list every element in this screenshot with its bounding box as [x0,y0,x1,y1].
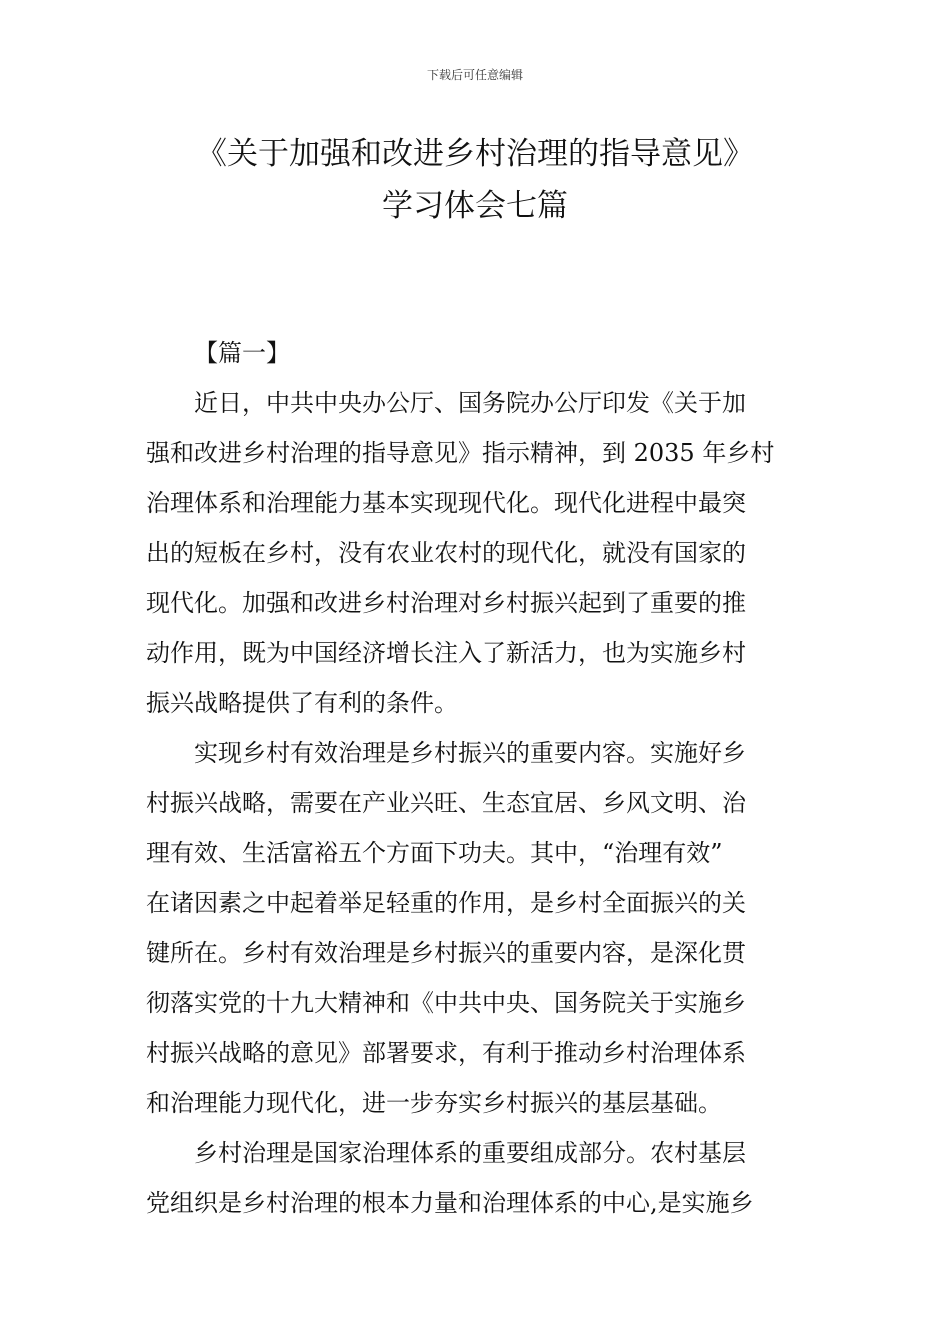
paragraph-line: 彻落实党的十九大精神和《中共中央、国务院关于实施乡 [146,989,746,1017]
paragraph-line: 动作用，既为中国经济增长注入了新活力，也为实施乡村 [146,639,746,667]
section-label: 【篇一】 [194,339,290,367]
paragraph-line: 强和改进乡村治理的指导意见》指示精神，到 2035 年乡村 [146,439,775,467]
paragraph-line: 在诸因素之中起着举足轻重的作用，是乡村全面振兴的关 [146,889,746,917]
paragraph-line: 村振兴战略的意见》部署要求，有利于推动乡村治理体系 [146,1039,746,1067]
title-line-2: 学习体会七篇 [382,188,568,224]
paragraph-line: 近日，中共中央办公厅、国务院办公厅印发《关于加 [194,389,746,417]
paragraph-1 [146,378,806,728]
paragraph-line: 实现乡村有效治理是乡村振兴的重要内容。实施好乡 [194,739,746,767]
paragraph-line: 乡村治理是国家治理体系的重要组成部分。农村基层 [194,1139,746,1167]
paragraph-line: 和治理能力现代化，进一步夯实乡村振兴的基层基础。 [146,1089,722,1117]
paragraph-2 [146,728,806,1128]
paragraph-line: 振兴战略提供了有利的条件。 [146,689,458,717]
header-note: 下载后可任意编辑 [426,68,523,82]
paragraph-line: 出的短板在乡村，没有农业农村的现代化，就没有国家的 [146,539,746,567]
title-line-1: 《关于加强和改进乡村治理的指导意见》 [196,136,754,172]
paragraph-line: 现代化。加强和改进乡村治理对乡村振兴起到了重要的推 [146,589,746,617]
paragraph-3 [146,1128,806,1228]
paragraph-line: 理有效、生活富裕五个方面下功夫。其中，“治理有效” [146,839,723,867]
paragraph-line: 键所在。乡村有效治理是乡村振兴的重要内容，是深化贯 [146,939,746,967]
document-body [146,328,806,1228]
paragraph-line: 治理体系和治理能力基本实现现代化。现代化进程中最突 [146,489,746,517]
paragraph-line: 村振兴战略，需要在产业兴旺、生态宜居、乡风文明、治 [146,789,746,817]
paragraph-line: 党组织是乡村治理的根本力量和治理体系的中心,是实施乡 [146,1189,754,1217]
document-title [0,128,950,232]
